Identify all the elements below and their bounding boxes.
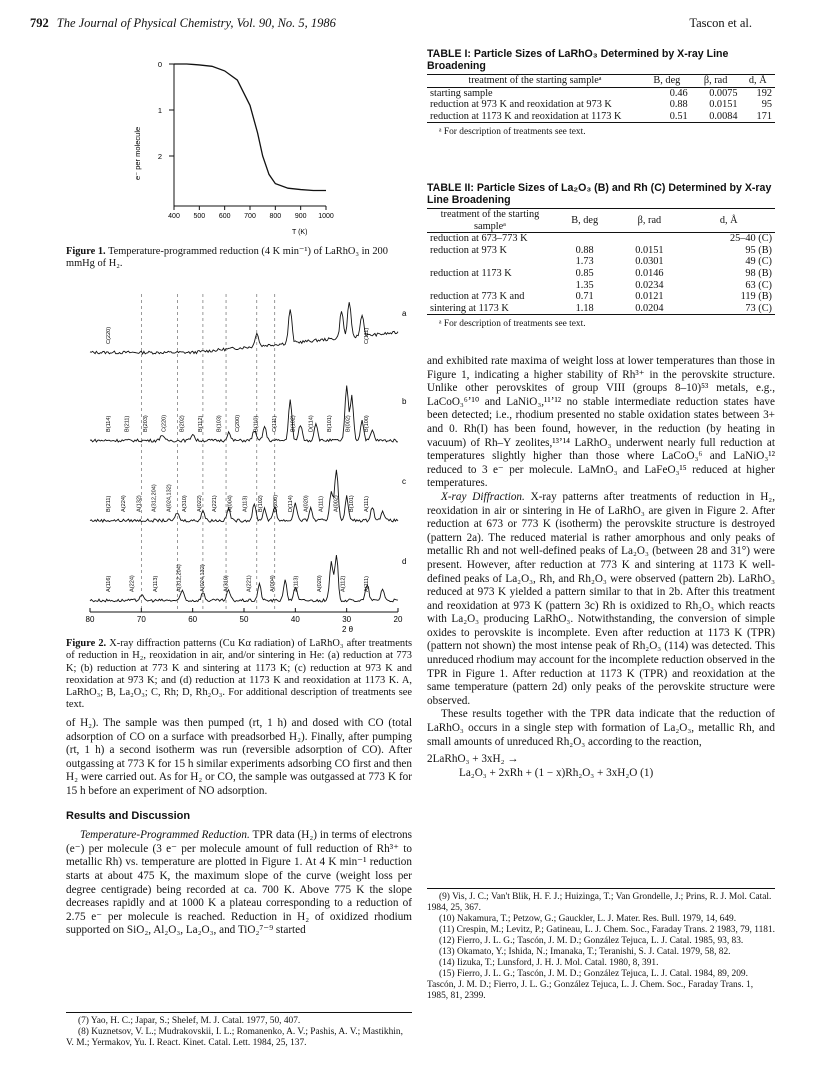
figure1-ytick-label: 1: [157, 106, 162, 115]
table-row: reduction at 673–773 K 25–40 (C): [430, 233, 772, 245]
peak-label: B(100): [364, 415, 370, 432]
peak-label: B(112): [198, 415, 205, 432]
table-row: reduction at 773 K and 0.71 0.0121 119 (B): [430, 291, 772, 303]
equation-line-2: La₂O₃ + 2xRh + (1 − x)Rh₂O₃ + 3xH₂O (1): [459, 766, 654, 779]
figure1-xtick-label: 1000: [318, 213, 334, 220]
peak-label: B(102): [257, 495, 264, 512]
table2: [427, 182, 775, 330]
peak-label: A(116): [106, 575, 112, 592]
peak-label: B(203): [142, 415, 149, 432]
tpr-text: TPR data (H₂) in terms of electrons (e⁻) per molecule (3 e⁻ per molecule amount of full reduction of Rh³⁺ to metallic Rh) vs. temperature are plotted in Figure 1. At 4 K min⁻¹ reduction starts at about 475 K, the maximum slope of the curve (weight loss per degree centigrade) being recorded at ca. 700 K. Above 775 K the slope decreases rapidly and at 1000 K a plateau corresponding to a reduction of 2.75 e⁻ per molecule is reached. Reduction in H₂ of oxidized rhodium supported on SiO₂, Al₂O₃, La₂O₃, and TiO₂⁷⁻⁹ started: [66, 829, 412, 937]
peak-label: B(002): [345, 415, 352, 432]
tpr-lead: Temperature-Programmed Reduction.: [80, 829, 250, 842]
figure1-chart: [130, 50, 400, 240]
peak-label: A(111): [364, 576, 370, 592]
figure2-xrd-chart: [80, 284, 410, 636]
figure2-xtick-label: 70: [136, 615, 146, 624]
peak-label: A(224): [121, 495, 128, 512]
peak-label: A(022): [197, 495, 204, 512]
figure1-xtick-label: 500: [193, 213, 206, 220]
peak-label: B(101): [327, 415, 334, 432]
reference-15: (15) Fierro, J. L. G.; Tascón, J. M. D.; González Tejuca, L. J. Catal. 1984, 89, 209. Tascón, J. M. D.; Fierro, J. L. G.; González Tejuca, L. J. Chem. Soc., Faraday Trans. 1, 1985, 81, 2399.: [427, 969, 754, 1001]
peak-label: A(020): [317, 575, 324, 592]
table-row: 1.35 0.0234 63 (C): [575, 279, 772, 291]
section-heading: Results and Discussion: [66, 809, 191, 822]
reference-7: (7) Yao, H. C.; Japar, S.; Shelef, M. J. Catal. 1977, 50, 407.: [78, 1016, 301, 1026]
peak-label: B(102): [290, 415, 297, 432]
figure1-caption-text: Temperature-programmed reduction (4 K min⁻¹) of LaRhO₃ in 200 mmHg of H₂.: [66, 246, 388, 270]
page-number: 792: [30, 16, 49, 30]
right-paragraph-3: These results together with the TPR data indicate that the reduction of LaRhO₃ occurs in a single step with formation of La₂O₃, metallic Rh, and small amounts of unreduced Rh₂O₃ according to the reaction,: [427, 708, 775, 748]
figure2-xtick-label: 60: [188, 615, 198, 624]
xrd-trace-d: [90, 555, 398, 602]
figure1-axes: [158, 60, 334, 220]
table-row: starting sample 0.46 0.0075 192: [430, 87, 772, 99]
figure1-caption: [66, 246, 412, 271]
right-paragraph-1: and exhibited rate maxima of weight loss at lower temperatures than those in Figure 1, indicating a higher stability of Rh³⁺ in the perovskite structure. Unlike other perovskites of group VIII (groups 8–10)⁵³ metals, e.g., LaCoO₃⁶ʼ¹⁰ and LaNiO₃,¹¹ʼ¹² no stable intermediate reduction states have been detected; i.e., rhodium presented no stable oxidation states between 3+ and 0. Rh(I) has been found, however, in the reduction (by heating in vacuum) of Rh–Y zeolites,¹³ʼ¹⁴ LaRhO₃ underwent nearly full reduction at temperatures slightly higher than those where LaCoO₃⁶ and LaNiO₃¹² reduced to 3 e⁻ per molecule. LaMnO₃ and LaFeO₃¹⁵ reduced at higher temperatures.: [427, 355, 775, 490]
peak-label: C(111): [271, 415, 278, 432]
figure1-xtick-label: 700: [244, 213, 256, 220]
figure1-xtick-label: 400: [168, 213, 180, 220]
peak-label: D(114): [308, 415, 315, 432]
running-header: [30, 16, 336, 31]
xrd-trace-label: c: [402, 477, 406, 486]
figure2-xtick-label: 80: [85, 615, 95, 624]
peak-label: A(020): [303, 495, 310, 512]
peak-label: A(312,204): [176, 564, 183, 592]
peak-label: A(221): [246, 575, 253, 592]
left-references: [66, 1012, 412, 1049]
peak-label: A(111): [364, 496, 370, 512]
xrd-trace-a: [90, 302, 398, 354]
table-row: reduction at 1173 K 0.85 0.0146 98 (B): [430, 267, 772, 279]
peak-label: A(312,204): [151, 484, 158, 512]
figure2-caption-label: Figure 2.: [66, 638, 107, 649]
figure2-xtick-label: 50: [239, 615, 249, 624]
peak-label: B(114): [106, 415, 112, 432]
peak-label: A(112): [340, 575, 347, 592]
figure1-caption-label: Figure 1.: [66, 246, 106, 257]
figure1-xtick-label: 600: [218, 213, 231, 220]
table2-grid: [427, 208, 775, 315]
xrd-trace-label: d: [402, 557, 407, 566]
table-row: reduction at 973 K and reoxidation at 973 K 0.88 0.0151 95: [430, 99, 772, 111]
right-body: [427, 355, 775, 780]
peak-label: D(114): [288, 495, 295, 512]
reference-10: (10) Nakamura, T.; Petzow, G.; Gauckler, L. J. Mater. Res. Bull. 1979, 14, 649.: [439, 914, 737, 924]
xrd-trace-label: b: [402, 397, 407, 406]
table-row: reduction at 973 K 0.88 0.0151 95 (B): [430, 244, 772, 256]
reference-12: (12) Fierro, J. L. G.; Tascón, J. M. D.; González Tejuca, L. J. Catal. 1985, 93, 83.: [439, 936, 744, 946]
peak-label: C(220): [161, 414, 168, 432]
table2-header-beta: β, rad: [637, 214, 662, 226]
peak-label: A(224): [129, 575, 136, 592]
xrd-text: X-ray patterns after treatments of reduction in H₂, reoxidation in air or sintering in He of LaRhO₃ are given in Figure 2. After reduction at 673 or 773 K (isotherm) the perovskite structure is destroyed (pattern 2a). The reduced material is rather amorphous and only peaks of metallic Rh and not well-defined peaks of La₂O₃ (between 28 and 31°) were present. However, after reduction at 773 K and sintering at 1173 K well-defined peaks of La₂O₃, Rh, and Rh₂O₃ were observed (pattern 2b). LaRhO₃ reduced at 973 K yielded a pattern similar to that in 2b. After this treatment and reoxidation at 973 K (pattern 3c) Rh is oxidized to Rh₂O₃ which reacts with La₂O₃ producing LaRhO₃. Notwithstanding, the conversion of simple oxides to perovskite is incomplete. Even after reduction at 1173 K (TPR) (pattern not shown) the most intense peak of Rh₂O₃ (114) was detected. This unreduced rhodium may account for the incomplete reduction observed in the TPR in Figure 1. After reduction at 1173 K (TPR) and reoxidation at the same temperature (pattern 2d) only peaks of the perovskite structure were observed.: [427, 490, 775, 707]
table1-header-b: B, deg: [653, 75, 681, 86]
table2-header-b: B, deg: [571, 214, 599, 226]
table1-title: TABLE I: Particle Sizes of LaRhO₃ Determined by X-ray Line Broadening: [427, 48, 729, 72]
reference-8: (8) Kuznetsov, V. L.; Mudrakovskii, I. L.; Romanenko, A. V.; Pashis, A. V.; Mastikhin, V. M.; Yermakov, Yu. I. React. Kinet. Catal. Lett. 1984, 25, 137.: [66, 1027, 403, 1048]
table1-grid: [427, 74, 775, 123]
left-body: [66, 717, 412, 938]
xrd-trace-label: a: [402, 309, 407, 318]
figure2-xlabel: 2 θ: [342, 625, 354, 634]
running-authors: Tascon et al.: [689, 16, 752, 30]
right-paragraph-2: [427, 491, 775, 709]
peak-label: B(103): [216, 415, 223, 432]
peak-label: A(113): [152, 575, 159, 592]
equation-line-1: 2LaRhO₃ + 3xH₂ →: [427, 753, 519, 766]
left-paragraph-2: [66, 829, 412, 938]
peak-label: A(004): [270, 575, 277, 592]
table-row: reduction at 1173 K and reoxidation at 1173 K 0.51 0.0084 171: [427, 111, 775, 123]
table1-header-beta: β, rad: [703, 75, 728, 86]
figure2-xtick-label: 40: [290, 615, 300, 624]
table-row: sintering at 1173 K 1.18 0.0204 73 (C): [427, 303, 775, 315]
peak-label: C(200): [235, 414, 241, 432]
peak-label: A(310): [223, 575, 230, 592]
table1-note: ᵃ For description of treatments see text.: [439, 127, 586, 138]
figure2-caption: [66, 638, 412, 712]
table2-note: ᵃ For description of treatments see text.: [439, 319, 586, 330]
figure1-xlabel: T (K): [292, 229, 308, 236]
peak-label: A(024,132): [199, 564, 206, 592]
reference-14: (14) Iizuka, T.; Lunsford, J. H. J. Mol. Catal. 1980, 8, 391.: [439, 958, 659, 968]
left-paragraph-1: of H₂). The sample was then pumped (rt, 1 h) and dosed with CO (total adsorption of CO on a surface with preadsorbed H₂). Finally, after pumping (rt, 1 h) a second isotherm was run (reversible adsorption of CO). After outgassing at 773 K for 15 h similar experiments adsorbing CO first and then H₂ were carried out. As for H₂ or CO, the sample was outgassed at 773 K for 15 h before an experiment of NO adsorption.: [66, 717, 412, 797]
peak-label: B(101): [348, 495, 355, 512]
peak-label: A(113): [293, 575, 300, 592]
figure1-ytick-label: 0: [157, 60, 162, 69]
xrd-trace-b: [90, 386, 398, 442]
right-references: [427, 888, 775, 1002]
peak-label: A(310): [181, 495, 188, 512]
table-row: 1.73 0.0301 49 (C): [575, 256, 772, 268]
figure1-xtick-label: 900: [294, 213, 307, 220]
table1: [427, 48, 775, 138]
figure2-traces: [86, 294, 407, 624]
figure2-xtick-label: 20: [393, 615, 403, 624]
figure1-ylabel: e⁻ per molecule: [133, 126, 142, 180]
reference-13: (13) Okamato, Y.; Ishida, N.; Imanaka, T.; Teranishi, S. J. Catal. 1979, 58, 82.: [439, 947, 731, 957]
peak-label: A(024,132): [166, 484, 173, 512]
xrd-lead: X-ray Diffraction.: [441, 490, 525, 503]
table2-header-treatment: treatment of the starting sampleᵃ: [440, 209, 540, 232]
figure1-xtick-label: 800: [269, 213, 282, 220]
peak-label: A(132): [136, 495, 143, 512]
peak-label: B(110): [253, 415, 260, 432]
tpr-curve: [174, 64, 326, 191]
peak-label: C(111): [364, 327, 370, 344]
figure1-ytick-label: 2: [157, 152, 162, 161]
peak-label: B(202): [179, 415, 186, 432]
reference-9: (9) Vis, J. C.; Van't Blik, H. F. J.; Huizinga, T.; Van Grondelle, J.; Prins, R. J. Mol. Catal. 1984, 25, 367.: [427, 892, 772, 913]
peak-label: A(004): [227, 495, 234, 512]
table1-header-d: d, Å: [748, 75, 767, 86]
table2-title: TABLE II: Particle Sizes of La₂O₃ (B) and Rh (C) Determined by X-ray Line Broadening: [427, 182, 772, 206]
table2-header-d: d, Å: [719, 214, 738, 226]
figure2-caption-text: X-ray diffraction patterns (Cu Kα radiation) of LaRhO₃ after treatments of reduction in H₂, reoxidation in air, and/or sintering in He: (a) reduction at 773 K; (b) reduction at 773 K and sintering at 1173 K; (c) reduction at 973 K and reoxidation at 973 K; and (d) reduction at 1173 K and reoxidation at 1173 K. A, LaRhO₃; B, La₂O₃; C, Rh; D, Rh₂O₃. For additional description of treatments see text.: [66, 638, 413, 711]
peak-label: A(221): [212, 495, 219, 512]
reference-11: (11) Crespin, M.; Levitz, P.; Gatineau, L. J. Chem. Soc., Faraday Trans. 2 1983, 79, 1181.: [439, 925, 775, 935]
peak-label: B(211): [106, 495, 112, 512]
table1-header-treatment: treatment of the starting sampleᵃ: [468, 75, 602, 86]
peak-label: B(211): [124, 415, 131, 432]
peak-label: A(111): [318, 496, 325, 512]
figure2-xtick-label: 30: [342, 615, 352, 624]
peak-label: D(200): [272, 494, 279, 512]
peak-label: C(220): [106, 326, 112, 344]
peak-label: A(002): [333, 495, 340, 512]
journal-title: The Journal of Physical Chemistry, Vol. 90, No. 5, 1986: [56, 16, 336, 30]
peak-label: A(113): [242, 495, 249, 512]
